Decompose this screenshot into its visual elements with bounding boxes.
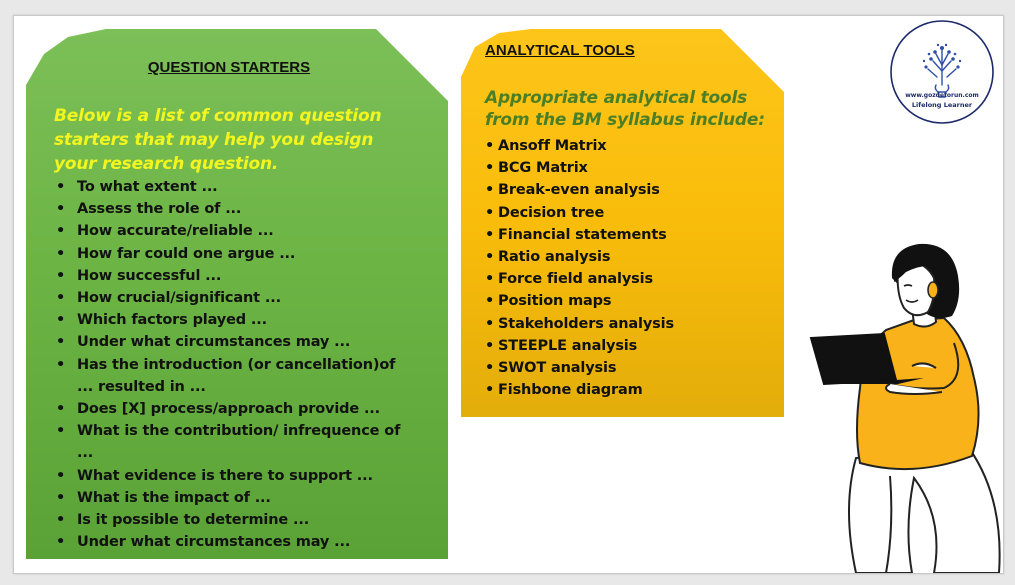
question-starter-item-text: Has the introduction (or cancellation)of ... resulted in ... xyxy=(77,356,396,395)
bullet-icon: • xyxy=(485,337,495,354)
analytical-tool-item xyxy=(485,246,785,268)
question-starter-item xyxy=(56,509,416,531)
question-starter-item-text: How accurate/reliable ... xyxy=(77,223,274,240)
slide xyxy=(13,15,1004,574)
analytical-tool-item-text: Ratio analysis xyxy=(498,249,611,266)
analytical-tool-item xyxy=(485,202,785,224)
bullet-icon: • xyxy=(485,382,495,399)
question-starter-item xyxy=(56,287,416,309)
bullet-icon: • xyxy=(56,245,66,262)
bullet-icon: • xyxy=(56,179,66,195)
question-starter-item-text: Which factors played ... xyxy=(77,312,267,329)
question-starter-item xyxy=(56,220,416,242)
bullet-icon: • xyxy=(56,423,66,440)
question-starter-item xyxy=(56,531,416,553)
bullet-icon: • xyxy=(56,489,66,506)
question-starter-item xyxy=(56,198,416,220)
bullet-icon: • xyxy=(56,356,66,373)
bullet-icon: • xyxy=(485,271,495,288)
analytical-tool-item xyxy=(485,157,785,179)
bullet-icon: • xyxy=(485,315,495,332)
bullet-icon: • xyxy=(56,290,66,307)
analytical-tool-item xyxy=(485,357,785,379)
analytical-tool-item xyxy=(485,313,785,335)
question-starter-item-text: How far could one argue ... xyxy=(77,245,296,262)
question-starter-item-text: What is the impact of ... xyxy=(77,489,271,506)
question-starter-item xyxy=(56,176,416,198)
bullet-icon: • xyxy=(485,160,495,177)
analytical-tool-item-text: Financial statements xyxy=(498,226,667,243)
bullet-icon: • xyxy=(485,204,495,221)
analytical-tool-item xyxy=(485,335,785,357)
bullet-icon: • xyxy=(485,293,495,310)
analytical-tool-item-text: SWOT analysis xyxy=(498,360,617,377)
question-starter-item-text: Under what circumstances may ... xyxy=(77,334,351,351)
analytical-tools-list xyxy=(485,135,785,401)
question-starters-title: QUESTION STARTERS xyxy=(147,59,311,76)
question-starters-intro: Below is a list of common question starters that may help you design your research question. xyxy=(54,106,382,174)
analytical-tool-item-text: Fishbone diagram xyxy=(498,382,643,399)
question-starter-item xyxy=(56,354,416,398)
question-starters-list xyxy=(56,176,416,553)
question-starter-item-text: Assess the role of ... xyxy=(77,201,242,218)
analytical-tool-item xyxy=(485,290,785,312)
analytical-tool-item xyxy=(485,268,785,290)
lightbulb-tree-icon xyxy=(889,19,995,125)
question-starter-item-text: Does [X] process/approach provide ... xyxy=(77,401,381,418)
question-starter-item-text: Is it possible to determine ... xyxy=(77,512,310,529)
analytical-tool-item-text: Break-even analysis xyxy=(498,182,660,199)
question-starter-item xyxy=(56,243,416,265)
question-starter-item-text: Under what circumstances may ... xyxy=(77,534,351,551)
bullet-icon: • xyxy=(56,223,66,240)
question-starter-item xyxy=(56,331,416,353)
question-starter-item xyxy=(56,487,416,509)
question-starter-item-text: How crucial/significant ... xyxy=(77,290,281,307)
question-starter-item xyxy=(56,309,416,331)
question-starter-item-text: How successful ... xyxy=(77,267,222,284)
question-starter-item-text: What evidence is there to support ... xyxy=(77,467,373,484)
bullet-icon: • xyxy=(485,360,495,377)
analytical-tools-title: ANALYTICAL TOOLS xyxy=(485,42,635,59)
logo-tagline: Lifelong Learner xyxy=(911,101,973,109)
logo-url: www.gozdetorun.com xyxy=(905,92,979,99)
bullet-icon: • xyxy=(56,512,66,529)
bullet-icon: • xyxy=(56,467,66,484)
question-starter-item-text: To what extent ... xyxy=(77,179,218,195)
analytical-tool-item xyxy=(485,224,785,246)
bullet-icon: • xyxy=(485,182,495,199)
analytical-tool-item-text: Ansoff Matrix xyxy=(498,138,607,154)
analytical-tool-item-text: Stakeholders analysis xyxy=(498,315,674,332)
analytical-tool-item-text: Force field analysis xyxy=(498,271,653,288)
woman-with-laptop-illustration xyxy=(794,238,1004,573)
analytical-tool-item xyxy=(485,179,785,201)
question-starter-item xyxy=(56,420,416,464)
question-starter-item xyxy=(56,398,416,420)
bullet-icon: • xyxy=(485,138,495,154)
analytical-tool-item-text: STEEPLE analysis xyxy=(498,337,638,354)
bullet-icon: • xyxy=(56,401,66,418)
bullet-icon: • xyxy=(56,534,66,551)
bullet-icon: • xyxy=(56,312,66,329)
bullet-icon: • xyxy=(56,267,66,284)
question-starter-item-text: What is the contribution/ infrequence of ... xyxy=(77,423,401,462)
analytical-tool-item-text: BCG Matrix xyxy=(498,160,588,177)
question-starter-item xyxy=(56,465,416,487)
analytical-tools-intro: Appropriate analytical tools from the BM syllabus include: xyxy=(485,88,765,130)
analytical-tool-item-text: Decision tree xyxy=(498,204,605,221)
analytical-tool-item xyxy=(485,379,785,401)
bullet-icon: • xyxy=(56,334,66,351)
analytical-tool-item-text: Position maps xyxy=(498,293,612,310)
bullet-icon: • xyxy=(485,249,495,266)
question-starter-item xyxy=(56,265,416,287)
analytical-tool-item xyxy=(485,135,785,157)
bullet-icon: • xyxy=(56,201,66,218)
bullet-icon: • xyxy=(485,226,495,243)
